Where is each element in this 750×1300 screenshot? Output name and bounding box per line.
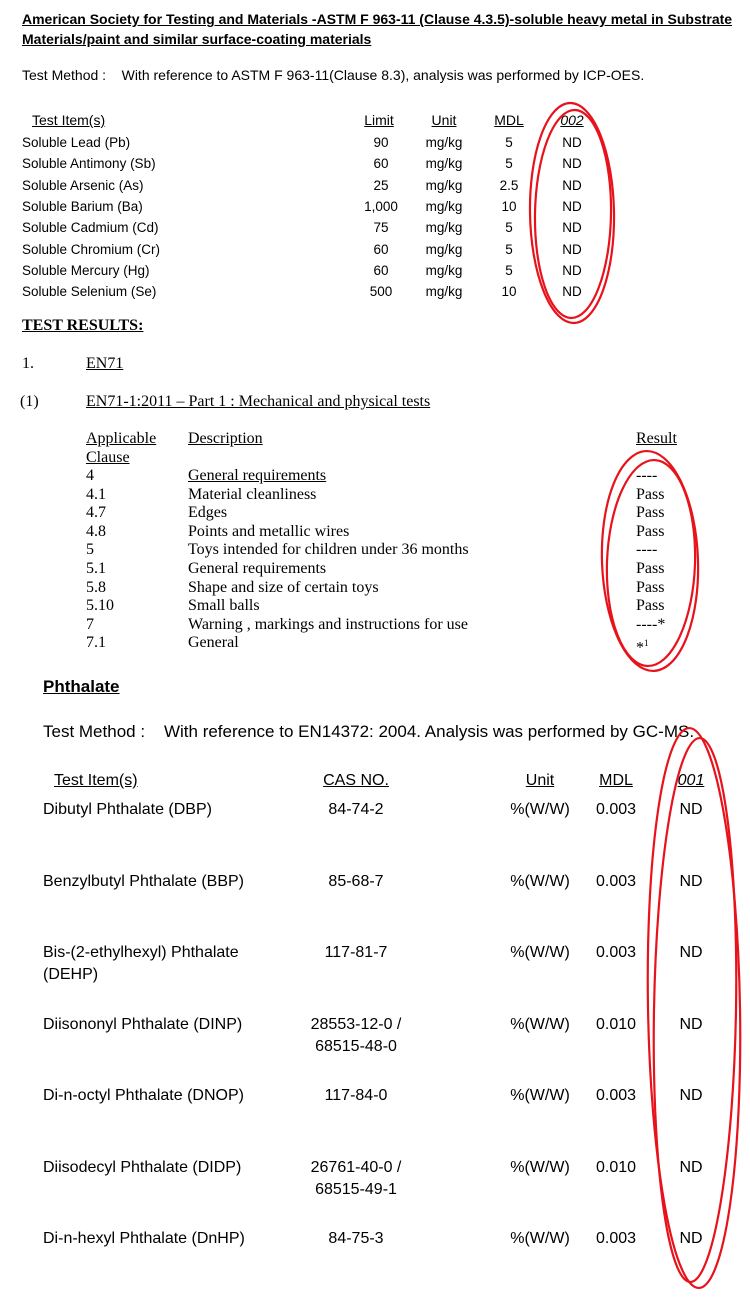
en71-row-clause: 4.1 <box>86 485 106 503</box>
astm-row-mdl: 10 <box>501 284 517 300</box>
phthalate-row-result: ND <box>679 1230 703 1247</box>
astm-title: American Society for Testing and Materials -ASTM F 963-11 (Clause 4.3.5)-soluble heavy metal in Substrate Materials/paint and similar surface-coating materials <box>22 11 733 47</box>
phthalate-row-cas <box>286 942 426 964</box>
en71-result-text: * <box>636 639 644 657</box>
en71-row-clause: 7.1 <box>86 634 106 652</box>
astm-row-item: Soluble Chromium (Cr) <box>22 241 161 257</box>
phthalate-row-mdl: 0.003 <box>595 801 637 818</box>
en71-row-description: General requirements <box>188 560 327 577</box>
phthalate-row-result: ND <box>679 872 703 890</box>
en71-row-clause: 4 <box>86 467 94 484</box>
phthalate-row-item <box>43 942 239 986</box>
phthalate-cas-number-alt: 68515-48-0 <box>315 1037 397 1055</box>
astm-row-limit: 75 <box>373 220 389 236</box>
en71-header-result: Result <box>636 430 677 447</box>
phthalate-row-unit: %(W/W) <box>510 1015 570 1033</box>
phthalate-row-unit: %(W/W) <box>510 944 570 961</box>
astm-header-sample: 002 <box>560 112 584 128</box>
astm-row-item: Soluble Barium (Ba) <box>22 198 143 214</box>
en71-header-description: Description <box>188 430 263 447</box>
phthalate-row-cas <box>286 1014 426 1058</box>
astm-header-mdl: MDL <box>494 112 524 128</box>
astm-row-item: Soluble Mercury (Hg) <box>22 262 150 278</box>
en71-row-result <box>636 597 664 615</box>
astm-row-unit: mg/kg <box>425 135 463 150</box>
astm-row-mdl: 5 <box>505 241 513 257</box>
en71-row-description: Material cleanliness <box>188 485 317 503</box>
astm-row-unit: mg/kg <box>425 156 463 172</box>
en71-result-text: Pass <box>636 504 665 522</box>
en71-result-footnote-ref: 1 <box>644 638 649 649</box>
astm-row-item: Soluble Selenium (Se) <box>22 284 157 300</box>
en71-row-description: Small balls <box>188 597 260 615</box>
subsection-number: (1) <box>20 393 39 410</box>
astm-row-result: ND <box>562 177 582 193</box>
en71-result-text: Pass <box>636 560 665 577</box>
en71-result-text: ----* <box>636 615 666 633</box>
phthalate-row-result: ND <box>679 1087 703 1104</box>
astm-row-limit: 1,000 <box>364 198 398 214</box>
section-number: 1. <box>22 355 34 372</box>
en71-row-clause: 5.10 <box>86 597 114 615</box>
astm-row-item: Soluble Arsenic (As) <box>22 177 144 193</box>
en71-row-result <box>636 616 665 634</box>
en71-row-clause: 5.1 <box>86 560 106 577</box>
en71-row-clause: 5.8 <box>86 578 106 596</box>
phthalate-row-unit: %(W/W) <box>510 1158 570 1176</box>
phthalate-row-mdl: 0.003 <box>595 872 637 890</box>
phthalate-row-item <box>43 1085 244 1107</box>
phthalate-method-text: With reference to EN14372: 2004. Analysis was performed by GC-MS. <box>163 722 695 741</box>
astm-row-limit: 60 <box>373 156 389 172</box>
astm-row-result: ND <box>562 198 582 214</box>
phthalate-cas-number: 28553-12-0 / <box>310 1015 402 1033</box>
en71-row-description: General <box>188 634 239 652</box>
astm-row-limit: 25 <box>373 177 389 193</box>
astm-row-item: Soluble Antimony (Sb) <box>22 156 156 172</box>
astm-row-mdl: 5 <box>505 220 513 236</box>
phthalate-header-sample: 001 <box>677 772 705 789</box>
phthalate-cas-number-alt: 68515-49-1 <box>315 1180 397 1198</box>
phthalate-cas-number: 85-68-7 <box>328 872 384 890</box>
astm-row-limit: 60 <box>373 241 389 257</box>
phthalate-row-item <box>43 1014 242 1036</box>
astm-row-item: Soluble Lead (Pb) <box>22 135 131 150</box>
astm-row-result: ND <box>562 220 582 236</box>
phthalate-row-mdl: 0.010 <box>595 1158 637 1176</box>
phthalate-cas-number: 26761-40-0 / <box>310 1158 402 1176</box>
phthalate-row-result: ND <box>679 944 703 961</box>
en71-row-result <box>636 541 657 559</box>
test-results-heading: TEST RESULTS: <box>22 317 144 334</box>
phthalate-row-result: ND <box>679 1158 703 1176</box>
astm-method-text: With reference to ASTM F 963-11(Clause 8.3), analysis was performed by ICP-OES. <box>121 67 645 83</box>
en71-result-text: Pass <box>636 597 665 615</box>
en71-header-clause-line2: Clause <box>86 449 130 466</box>
astm-row-limit: 500 <box>369 284 393 300</box>
en71-row-description: Shape and size of certain toys <box>188 578 379 596</box>
astm-test-method <box>22 67 644 83</box>
astm-row-unit: mg/kg <box>425 262 463 278</box>
en71-row-clause: 7 <box>86 615 94 633</box>
astm-row-unit: mg/kg <box>425 177 463 193</box>
en71-row-clause: 4.8 <box>86 522 106 540</box>
astm-row-unit: mg/kg <box>425 220 463 236</box>
phthalate-item-name: Di-n-octyl Phthalate (DNOP) <box>43 1087 244 1104</box>
phthalate-header-item: Test Item(s) <box>54 772 138 789</box>
phthalate-method-label: Test Method : <box>43 722 146 741</box>
phthalate-item-name: Diisodecyl Phthalate (DIDP) <box>43 1158 242 1176</box>
astm-method-label: Test Method : <box>22 67 107 83</box>
en71-row-result <box>636 523 664 541</box>
astm-row-limit: 90 <box>373 135 389 150</box>
astm-header-unit: Unit <box>431 112 457 128</box>
en71-header-clause-line1: Applicable <box>86 430 157 447</box>
phthalate-cas-number: 84-75-3 <box>328 1230 384 1247</box>
phthalate-item-name: Benzylbutyl Phthalate (BBP) <box>43 872 244 890</box>
phthalate-test-method <box>43 722 694 742</box>
phthalate-row-item <box>43 871 244 893</box>
phthalate-item-name: Diisononyl Phthalate (DINP) <box>43 1015 243 1033</box>
astm-row-mdl: 10 <box>501 198 517 214</box>
phthalate-row-unit: %(W/W) <box>510 1087 570 1104</box>
phthalate-cas-number: 117-81-7 <box>324 944 388 961</box>
en71-result-text: Pass <box>636 578 665 596</box>
phthalate-item-name: Bis-(2-ethylhexyl) Phthalate <box>43 944 239 961</box>
phthalate-row-cas <box>286 1085 426 1107</box>
phthalate-row-mdl: 0.010 <box>595 1015 637 1033</box>
phthalate-header-cas: CAS NO. <box>323 772 389 789</box>
en71-row-clause: 5 <box>86 541 94 559</box>
en71-row-description: Toys intended for children under 36 months <box>188 541 469 559</box>
phthalate-item-name: Di-n-hexyl Phthalate (DnHP) <box>43 1230 245 1247</box>
phthalate-row-mdl: 0.003 <box>595 944 637 961</box>
en71-result-text: Pass <box>636 485 665 503</box>
astm-row-unit: mg/kg <box>425 198 463 214</box>
astm-row-result: ND <box>562 284 582 300</box>
en71-row-result <box>636 579 664 597</box>
phthalate-row-cas <box>286 871 426 893</box>
astm-row-mdl: 5 <box>505 135 513 150</box>
phthalate-header-mdl: MDL <box>599 772 633 789</box>
en71-row-result <box>636 504 664 522</box>
phthalate-item-name-line2: (DEHP) <box>43 966 99 983</box>
astm-row-mdl: 2.5 <box>499 177 519 193</box>
phthalate-cas-number: 117-84-0 <box>324 1087 388 1104</box>
astm-row-result: ND <box>562 241 582 257</box>
phthalate-row-unit: %(W/W) <box>510 1230 570 1247</box>
astm-row-unit: mg/kg <box>425 241 463 257</box>
en71-result-text: ---- <box>636 541 658 559</box>
en71-row-description: Warning , markings and instructions for use <box>188 615 468 633</box>
en71-result-text: ---- <box>636 467 658 484</box>
en71-row-result <box>636 467 657 485</box>
phthalate-row-result: ND <box>679 1015 703 1033</box>
phthalate-title: Phthalate <box>43 677 120 696</box>
phthalate-row-cas <box>286 799 426 821</box>
phthalate-row-mdl: 0.003 <box>595 1087 637 1104</box>
astm-row-mdl: 5 <box>505 156 513 172</box>
phthalate-item-name: Dibutyl Phthalate (DBP) <box>43 801 212 818</box>
en71-row-result <box>636 560 664 578</box>
en71-row-clause: 4.7 <box>86 504 106 522</box>
astm-row-item: Soluble Cadmium (Cd) <box>22 220 159 236</box>
astm-row-result: ND <box>562 135 582 150</box>
phthalate-row-mdl: 0.003 <box>595 1230 637 1247</box>
phthalate-row-cas <box>286 1228 426 1250</box>
en71-row-description: Edges <box>188 504 228 522</box>
phthalate-header-unit: Unit <box>525 772 555 789</box>
phthalate-cas-number: 84-74-2 <box>328 801 384 818</box>
en71-row-description: Points and metallic wires <box>188 522 350 540</box>
astm-row-unit: mg/kg <box>425 284 463 300</box>
en71-result-text: Pass <box>636 522 665 540</box>
astm-row-result: ND <box>562 262 582 278</box>
astm-header-item: Test Item(s) <box>32 112 106 128</box>
phthalate-row-unit: %(W/W) <box>510 872 570 890</box>
phthalate-row-item <box>43 1157 241 1179</box>
phthalate-row-item <box>43 799 212 821</box>
phthalate-row-unit: %(W/W) <box>510 801 570 818</box>
en71-row-result <box>636 486 664 504</box>
astm-row-limit: 60 <box>373 262 389 278</box>
phthalate-row-result: ND <box>679 801 703 818</box>
astm-header-limit: Limit <box>364 112 394 128</box>
astm-row-mdl: 5 <box>505 262 513 278</box>
en71-row-description: General requirements <box>188 467 327 484</box>
red-circle-marks <box>528 102 745 1288</box>
phthalate-row-cas <box>286 1157 426 1201</box>
en71-row-result <box>636 634 649 657</box>
subsection-title: EN71-1:2011 – Part 1 : Mechanical and physical tests <box>86 393 431 410</box>
phthalate-row-item <box>43 1228 245 1250</box>
astm-row-result: ND <box>562 156 582 172</box>
section-title-en71: EN71 <box>86 355 124 372</box>
